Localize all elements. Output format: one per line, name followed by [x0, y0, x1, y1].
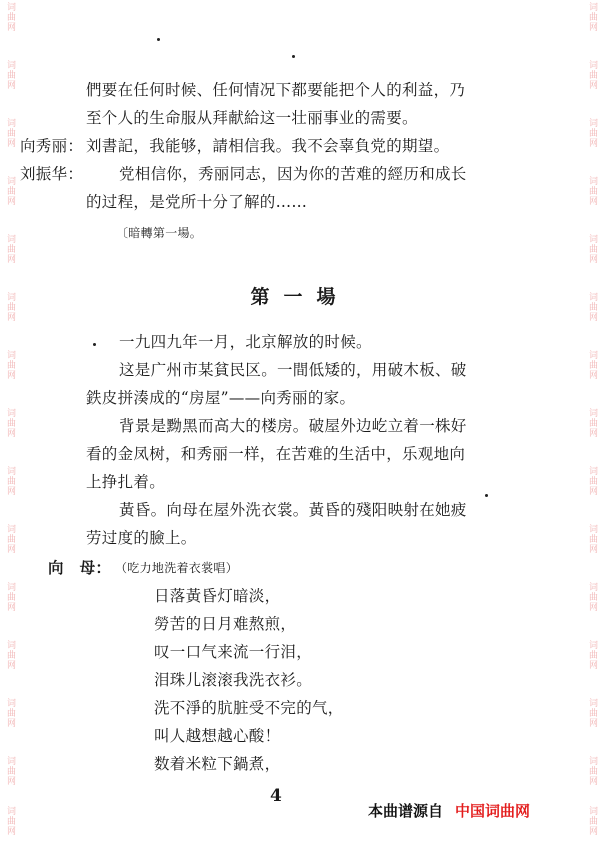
scene-description-line: 劳过度的臉上。 [86, 529, 197, 547]
dialogue-line: 党相信你，秀丽同志，因为你的苦难的經历和成长 [119, 165, 467, 183]
stage-direction: （吃力地洗着衣裳唱） [115, 561, 239, 575]
side-watermark: 词曲网 [5, 292, 15, 322]
scan-speck [485, 494, 488, 497]
side-watermark: 词曲网 [5, 698, 15, 728]
side-watermark: 词曲网 [587, 118, 597, 148]
scene-description-line: 上挣扎着。 [86, 473, 166, 491]
side-watermark: 词曲网 [5, 60, 15, 90]
song-verse-line: 日落黃昏灯暗淡， [154, 587, 281, 605]
side-watermark: 词曲网 [5, 176, 15, 206]
side-watermark: 词曲网 [5, 582, 15, 612]
page-number: 4 [270, 786, 282, 806]
source-label: 本曲谱源自 [368, 802, 444, 820]
side-watermark: 词曲网 [5, 234, 15, 264]
dialogue-line: 刘書記，我能够，請相信我。我不会辜負党的期望。 [86, 137, 450, 155]
scene-title: 第一場 [250, 286, 350, 308]
side-watermark: 词曲网 [587, 524, 597, 554]
side-watermark: 词曲网 [587, 234, 597, 264]
side-watermark: 词曲网 [587, 176, 597, 206]
source-watermark [368, 800, 530, 821]
right-watermark-strip [584, 0, 598, 850]
side-watermark: 词曲网 [5, 756, 15, 786]
side-watermark: 词曲网 [5, 350, 15, 380]
side-watermark: 词曲网 [5, 640, 15, 670]
side-watermark: 词曲网 [587, 350, 597, 380]
song-verse-line: 数着米粒下鍋煮， [154, 755, 281, 773]
side-watermark: 词曲网 [5, 408, 15, 438]
song-verse-line: 勞苦的日月难熬煎， [154, 615, 297, 633]
speaker-name: 刘振华： [20, 165, 84, 183]
scene-description-line: 黃昏。向母在屋外洗衣裳。黃昏的殘阳映射在她疲 [119, 501, 467, 519]
side-watermark: 词曲网 [587, 698, 597, 728]
scan-speck [93, 343, 96, 346]
side-watermark: 词曲网 [5, 118, 15, 148]
scene-description-line: 这是广州市某貧民区。一間低矮的，用破木板、破 [119, 361, 467, 379]
dialogue-continuation-line: 的过程，是党所十分了解的…… [86, 193, 308, 211]
dialogue-continuation-line: 們要在任何时候、任何情况下都要能把个人的利益，乃 [86, 81, 466, 99]
song-verse-line: 泪珠儿滚滚我洗衣衫。 [154, 671, 313, 689]
scene-description-line: 背景是黝黑而高大的楼房。破屋外边屹立着一株好 [119, 417, 467, 435]
side-watermark: 词曲网 [587, 466, 597, 496]
side-watermark: 词曲网 [587, 408, 597, 438]
side-watermark: 词曲网 [587, 806, 597, 836]
side-watermark: 词曲网 [587, 292, 597, 322]
side-watermark: 词曲网 [587, 582, 597, 612]
left-watermark-strip [2, 0, 16, 850]
speaker-name: 向 母： [48, 558, 112, 577]
scene-description-line: 鉄皮拼湊成的“房屋”——向秀丽的家。 [86, 389, 356, 407]
site-name: 中国词曲网 [455, 802, 531, 820]
side-watermark: 词曲网 [5, 2, 15, 32]
scene-description-line: 一九四九年一月，北京解放的时候。 [119, 333, 372, 351]
song-verse-line: 叫人越想越心酸！ [154, 727, 281, 745]
side-watermark: 词曲网 [587, 756, 597, 786]
stage-direction: 〔暗轉第一場。 [116, 226, 203, 240]
song-verse-line: 叹一口气来流一行泪， [154, 643, 313, 661]
scan-speck [292, 55, 295, 58]
side-watermark: 词曲网 [587, 60, 597, 90]
side-watermark: 词曲网 [5, 524, 15, 554]
side-watermark: 词曲网 [587, 640, 597, 670]
song-verse-line: 洗不淨的肮脏受不完的气， [154, 699, 344, 717]
scan-speck [157, 38, 160, 41]
speaker-name: 向秀丽： [20, 137, 84, 155]
side-watermark: 词曲网 [587, 2, 597, 32]
dialogue-continuation-line: 至个人的生命服从拜献給这一壮丽事业的需要。 [86, 109, 418, 127]
side-watermark: 词曲网 [5, 806, 15, 836]
scene-description-line: 看的金凤树，和秀丽一样，在苦难的生活中，乐观地向 [86, 445, 466, 463]
side-watermark: 词曲网 [5, 466, 15, 496]
